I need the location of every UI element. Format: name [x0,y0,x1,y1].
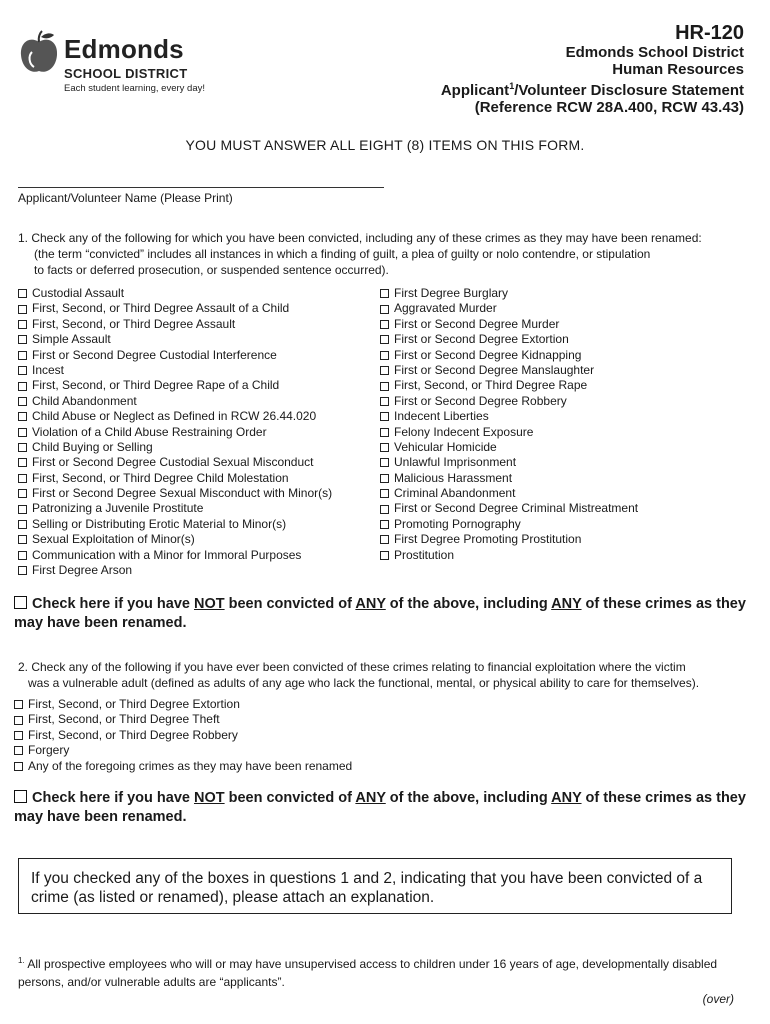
not-convicted-text: of the above, including [385,596,552,612]
logo-subtitle: SCHOOL DISTRICT [64,66,188,81]
crime-label: First, Second, or Third Degree Assault [32,316,236,331]
header-district: Edmonds School District [565,44,744,61]
crime-label: First or Second Degree Sexual Misconduct with Minor(s) [32,486,333,501]
form-header [441,22,744,116]
over-indicator: (over) [702,992,734,1006]
applicant-name-field[interactable] [18,187,384,188]
checkbox-icon[interactable] [380,535,389,544]
question-1-line: to facts or deferred prosecution, or suspended sentence occurred). [34,263,389,277]
crime-checkbox-item[interactable] [18,563,332,578]
crime-label: Child Buying or Selling [32,439,153,454]
question-2-line: 2. Check any of the following if you have ever been convicted of these crimes relating to financial exploitation where the victim [18,660,686,674]
crimes-list-left [18,286,332,578]
checkbox-icon[interactable] [18,382,27,391]
checkbox-icon[interactable] [18,351,27,360]
checkbox-icon[interactable] [18,366,27,375]
question-2-text [18,659,748,691]
checkbox-icon[interactable] [380,289,389,298]
crime-label: Child Abuse or Neglect as Defined in RCW 26.44.020 [32,409,317,424]
not-convicted-text: NOT [193,596,225,612]
crime-label: Promoting Pornography [394,516,521,531]
crime-label: First or Second Degree Manslaughter [394,362,595,377]
crime-label: Communication with a Minor for Immoral Purposes [32,547,302,562]
header-title-part: Applicant [440,82,510,99]
checkbox-icon[interactable] [18,428,27,437]
crime-checkbox-item[interactable] [380,471,638,486]
not-convicted-text: ANY [355,596,386,612]
crime-label: Felony Indecent Exposure [394,424,534,439]
form-number: HR-120 [675,22,744,44]
crime-label: First Degree Burglary [394,286,509,300]
crime-checkbox-item[interactable] [380,301,638,316]
footnote [18,952,738,991]
crime-label: Violation of a Child Abuse Restraining Order [32,424,267,439]
crime-label: First, Second, or Third Degree Rape of a Child [32,378,280,393]
crime-label: Vehicular Homicide [394,439,497,454]
crimes-list-right [380,286,638,563]
crime-checkbox-item[interactable] [18,455,332,470]
crime-label: Sexual Exploitation of Minor(s) [32,532,195,547]
crime-checkbox-item[interactable] [380,409,638,424]
checkbox-icon[interactable] [380,351,389,360]
checkbox-icon[interactable] [380,412,389,421]
checkbox-icon[interactable] [380,551,389,560]
checkbox-icon[interactable] [14,762,23,771]
crime-checkbox-item[interactable] [380,332,638,347]
checkbox-icon[interactable] [18,551,27,560]
crime-label: Selling or Distributing Erotic Material to Minor(s) [32,516,287,531]
crime-checkbox-item[interactable] [14,743,352,758]
checkbox-icon[interactable] [14,731,23,740]
checkbox-icon[interactable] [14,746,23,755]
checkbox-icon[interactable] [380,505,389,514]
checkbox-icon[interactable] [380,305,389,314]
checkbox-icon[interactable] [18,305,27,314]
crime-label: First or Second Degree Extortion [394,332,569,347]
applicant-name-label: Applicant/Volunteer Name (Please Print) [18,191,233,205]
not-convicted-text: ANY [551,790,582,806]
crime-checkbox-item[interactable] [18,425,332,440]
crime-checkbox-item[interactable] [18,486,332,501]
crime-checkbox-item[interactable] [14,759,352,774]
question-1-line: 1. Check any of the following for which you have been convicted, including any of these crimes as they may have been renamed: [18,231,702,245]
crime-checkbox-item[interactable] [18,378,332,393]
checkbox-icon[interactable] [14,596,27,609]
not-convicted-text: of these crimes as they may have been renamed. [14,596,746,631]
crime-checkbox-item[interactable] [380,378,638,393]
checkbox-icon[interactable] [18,397,27,406]
crime-checkbox-item[interactable] [18,517,332,532]
checkbox-icon[interactable] [14,790,27,803]
crime-label: First or Second Degree Robbery [394,393,567,408]
crime-checkbox-item[interactable] [380,455,638,470]
crime-label: First, Second, or Third Degree Theft [28,712,220,727]
must-answer-heading: YOU MUST ANSWER ALL EIGHT (8) ITEMS ON THIS FORM. [185,137,585,153]
crime-label: First, Second, or Third Degree Rape [394,378,588,393]
crime-checkbox-item[interactable] [18,363,332,378]
checkbox-icon[interactable] [380,366,389,375]
checkbox-icon[interactable] [380,489,389,498]
not-convicted-text: been convicted of [224,790,356,806]
not-convicted-text: Check here if you have [32,790,194,806]
not-convicted-text: Check here if you have [32,596,194,612]
crime-checkbox-item[interactable] [18,532,332,547]
crime-checkbox-item[interactable] [380,394,638,409]
crime-checkbox-item[interactable] [18,548,332,563]
checkbox-icon[interactable] [18,520,27,529]
question-1-line: (the term “convicted” includes all instances in which a finding of guilt, a plea of guilty or nolo contendre, or stipulation [34,247,651,261]
crime-checkbox-item[interactable] [380,348,638,363]
crime-label: First or Second Degree Criminal Mistreatment [394,501,639,516]
apple-logo-icon [18,30,60,76]
checkbox-icon[interactable] [18,458,27,467]
checkbox-icon[interactable] [380,443,389,452]
footnote-text: All prospective employees who will or may have unsupervised access to children under 16 years of age, developmentally disabled persons, and/or vulnerable adults are “applicants”. [18,957,718,989]
checkbox-icon[interactable] [18,289,27,298]
crime-label: First or Second Degree Murder [394,316,560,331]
crime-checkbox-item[interactable] [18,348,332,363]
checkbox-icon[interactable] [18,320,27,329]
checkbox-icon[interactable] [14,716,23,725]
checkbox-icon[interactable] [380,335,389,344]
checkbox-icon[interactable] [380,520,389,529]
crime-label: Malicious Harassment [394,470,513,485]
crime-label: Prostitution [394,547,455,562]
crime-checkbox-item[interactable] [380,501,638,516]
checkbox-icon[interactable] [18,335,27,344]
crime-checkbox-item[interactable] [380,425,638,440]
not-convicted-text: NOT [193,790,225,806]
crime-checkbox-item[interactable] [18,409,332,424]
explanation-notice: If you checked any of the boxes in questions 1 and 2, indicating that you have been convicted of a crime (as listed or renamed), please attach an explanation. [18,858,732,914]
district-logo [18,28,238,98]
checkbox-icon[interactable] [18,443,27,452]
checkbox-icon[interactable] [380,458,389,467]
crime-label: First or Second Degree Custodial Sexual Misconduct [32,455,314,470]
crime-label: Any of the foregoing crimes as they may have been renamed [28,758,353,773]
crime-checkbox-item[interactable] [18,317,332,332]
question-2-line: was a vulnerable adult (defined as adults of any age who lack the functional, mental, or physical ability to care for themselves). [28,676,700,690]
crime-checkbox-item[interactable] [380,517,638,532]
crime-checkbox-item[interactable] [380,286,638,301]
not-convicted-text: of these crimes as they may have been renamed. [14,790,746,825]
crime-label: First or Second Degree Kidnapping [394,347,582,362]
crime-checkbox-item[interactable] [380,440,638,455]
crime-checkbox-item[interactable] [380,486,638,501]
not-convicted-text: of the above, including [385,790,552,806]
crime-label: Criminal Abandonment [394,486,516,501]
crime-label: First, Second, or Third Degree Child Molestation [32,470,289,485]
crime-label: Indecent Liberties [394,409,489,424]
checkbox-icon[interactable] [380,320,389,329]
checkbox-icon[interactable] [380,474,389,483]
crime-label: Unlawful Imprisonment [394,455,517,470]
crime-label: First, Second, or Third Degree Extortion [28,697,240,711]
crime-checkbox-item[interactable] [18,332,332,347]
crime-label: Forgery [28,743,70,758]
crime-label: Aggravated Murder [394,301,497,316]
not-convicted-text: ANY [355,790,386,806]
checkbox-icon[interactable] [380,428,389,437]
crime-label: First, Second, or Third Degree Robbery [28,727,238,742]
crime-checkbox-item[interactable] [18,394,332,409]
checkbox-icon[interactable] [380,382,389,391]
crime-checkbox-item[interactable] [14,712,352,727]
checkbox-icon[interactable] [18,535,27,544]
crime-checkbox-item[interactable] [14,728,352,743]
crime-checkbox-item[interactable] [380,363,638,378]
crime-checkbox-item[interactable] [380,532,638,547]
crime-label: First Degree Arson [32,563,133,578]
logo-name: Edmonds [64,34,184,64]
crime-checkbox-item[interactable] [380,317,638,332]
not-convicted-checkbox-2[interactable] [14,789,754,827]
checkbox-icon[interactable] [18,505,27,514]
header-title-part: /Volunteer Disclosure Statement [514,82,744,99]
question-1-text [18,230,748,278]
logo-tagline: Each student learning, every day! [64,83,206,94]
header-department: Human Resources [612,61,744,78]
financial-crimes-list [14,697,352,774]
checkbox-icon[interactable] [18,412,27,421]
crime-checkbox-item[interactable] [14,697,352,712]
crime-checkbox-item[interactable] [18,440,332,455]
not-convicted-text: ANY [551,596,582,612]
crime-label: Simple Assault [32,332,111,347]
crime-label: First Degree Promoting Prostitution [394,532,582,547]
checkbox-icon[interactable] [18,474,27,483]
header-title-sup: 1 [509,81,515,91]
header-form-title [441,78,744,99]
crime-label: First or Second Degree Custodial Interference [32,347,277,362]
not-convicted-checkbox-1[interactable] [14,595,754,633]
checkbox-icon[interactable] [18,489,27,498]
crime-checkbox-item[interactable] [380,548,638,563]
footnote-mark: 1. [18,956,25,965]
not-convicted-text: been convicted of [224,596,356,612]
crime-label: Incest [32,362,65,377]
crime-label: Custodial Assault [32,286,125,300]
crime-checkbox-item[interactable] [18,286,332,301]
crime-label: Child Abandonment [32,393,137,408]
crime-checkbox-item[interactable] [18,501,332,516]
crime-label: Patronizing a Juvenile Prostitute [32,501,204,516]
checkbox-icon[interactable] [380,397,389,406]
crime-checkbox-item[interactable] [18,471,332,486]
crime-label: First, Second, or Third Degree Assault of a Child [32,301,290,316]
crime-checkbox-item[interactable] [18,301,332,316]
checkbox-icon[interactable] [18,566,27,575]
checkbox-icon[interactable] [14,700,23,709]
header-reference: (Reference RCW 28A.400, RCW 43.43) [474,99,744,116]
